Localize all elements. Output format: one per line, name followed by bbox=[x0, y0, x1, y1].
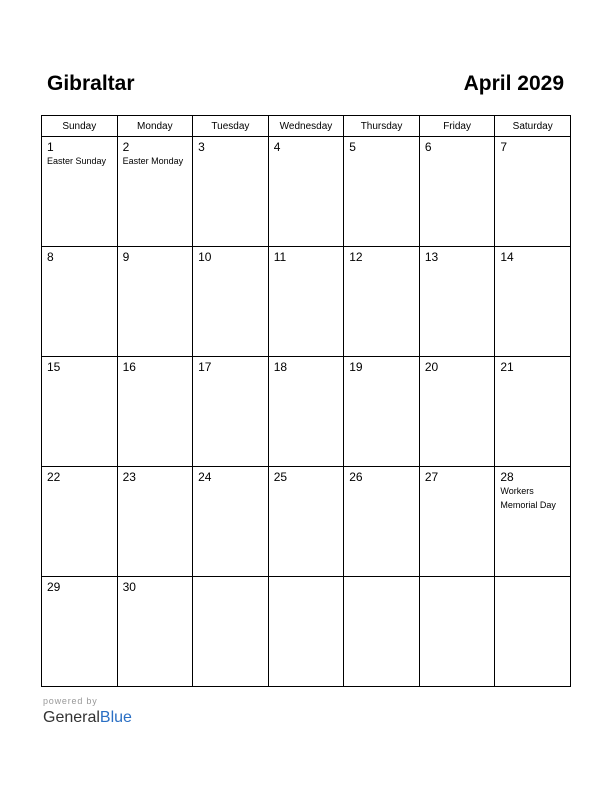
day-number: 30 bbox=[122, 580, 136, 594]
day-cell bbox=[42, 137, 118, 247]
day-number: 15 bbox=[47, 360, 61, 374]
day-cell bbox=[117, 577, 193, 687]
day-cell bbox=[419, 357, 495, 467]
day-cell bbox=[268, 247, 344, 357]
week-row bbox=[42, 357, 571, 467]
day-number: 25 bbox=[273, 470, 288, 484]
day-number: 10 bbox=[198, 250, 212, 264]
day-cell bbox=[42, 467, 118, 577]
day-cell bbox=[193, 137, 269, 247]
day-number: 6 bbox=[424, 140, 432, 154]
empty-day-cell bbox=[193, 577, 269, 687]
week-row bbox=[42, 247, 571, 357]
day-number: 11 bbox=[273, 250, 287, 264]
empty-day-cell bbox=[344, 577, 420, 687]
day-number: 2 bbox=[122, 140, 130, 154]
day-number: 13 bbox=[424, 250, 439, 264]
day-number: 18 bbox=[273, 360, 288, 374]
day-number: 12 bbox=[349, 250, 363, 264]
day-cell bbox=[117, 247, 193, 357]
day-cell bbox=[268, 137, 344, 247]
empty-day-cell bbox=[495, 577, 571, 687]
day-number: 28 bbox=[500, 470, 514, 484]
country-title: Gibraltar bbox=[47, 72, 135, 95]
weekday-header-thursday: Thursday bbox=[344, 116, 420, 137]
day-cell bbox=[344, 247, 420, 357]
week-row bbox=[42, 467, 571, 577]
day-number: 5 bbox=[349, 140, 356, 154]
day-number: 7 bbox=[500, 140, 508, 154]
day-cell bbox=[495, 137, 571, 247]
day-number: 21 bbox=[500, 360, 514, 374]
day-number: 24 bbox=[198, 470, 212, 484]
day-number: 23 bbox=[122, 470, 136, 484]
empty-day-cell bbox=[419, 577, 495, 687]
day-cell bbox=[268, 357, 344, 467]
day-cell bbox=[117, 137, 193, 247]
holiday-label: Easter Sunday bbox=[47, 156, 107, 166]
day-cell bbox=[344, 357, 420, 467]
footer bbox=[43, 696, 132, 728]
day-number: 4 bbox=[273, 140, 281, 154]
day-cell bbox=[495, 357, 571, 467]
day-number: 14 bbox=[500, 250, 514, 264]
day-number: 16 bbox=[122, 360, 136, 374]
day-number: 27 bbox=[424, 470, 439, 484]
day-number: 1 bbox=[47, 140, 54, 154]
weekday-header-wednesday: Wednesday bbox=[268, 116, 344, 137]
weekday-header-tuesday: Tuesday bbox=[193, 116, 269, 137]
day-cell bbox=[419, 467, 495, 577]
day-number: 19 bbox=[349, 360, 363, 374]
day-number: 17 bbox=[198, 360, 212, 374]
week-row bbox=[42, 137, 571, 247]
holiday-label: Workers Memorial Day bbox=[500, 486, 556, 510]
weekday-header-friday: Friday bbox=[419, 116, 495, 137]
logo-general-text: General bbox=[43, 709, 100, 726]
day-cell bbox=[193, 467, 269, 577]
day-cell bbox=[268, 467, 344, 577]
day-cell bbox=[419, 137, 495, 247]
holiday-label: Easter Monday bbox=[122, 156, 184, 166]
generalblue-logo bbox=[43, 708, 132, 728]
day-number: 3 bbox=[198, 140, 205, 154]
day-number: 20 bbox=[424, 360, 439, 374]
day-number: 9 bbox=[122, 250, 130, 264]
day-cell bbox=[495, 247, 571, 357]
day-cell bbox=[117, 357, 193, 467]
day-cell bbox=[344, 467, 420, 577]
day-number: 8 bbox=[47, 250, 54, 264]
day-cell bbox=[42, 577, 118, 687]
day-cell bbox=[193, 247, 269, 357]
day-cell bbox=[193, 357, 269, 467]
calendar-body bbox=[42, 137, 571, 687]
day-number: 26 bbox=[349, 470, 363, 484]
day-cell bbox=[117, 467, 193, 577]
day-cell bbox=[344, 137, 420, 247]
day-number: 22 bbox=[47, 470, 61, 484]
weekday-header-monday: Monday bbox=[117, 116, 193, 137]
day-cell bbox=[495, 467, 571, 577]
month-year-title: April 2029 bbox=[463, 72, 564, 95]
day-cell bbox=[419, 247, 495, 357]
weekday-header-sunday: Sunday bbox=[42, 116, 118, 137]
empty-day-cell bbox=[268, 577, 344, 687]
logo-blue-text: Blue bbox=[99, 709, 132, 726]
weekday-header-row bbox=[42, 116, 571, 137]
powered-by-text: powered by bbox=[43, 696, 98, 706]
day-cell bbox=[42, 357, 118, 467]
day-number: 29 bbox=[47, 580, 61, 594]
week-row bbox=[42, 577, 571, 687]
day-cell bbox=[42, 247, 118, 357]
calendar-grid bbox=[41, 115, 571, 687]
weekday-header-saturday: Saturday bbox=[495, 116, 571, 137]
